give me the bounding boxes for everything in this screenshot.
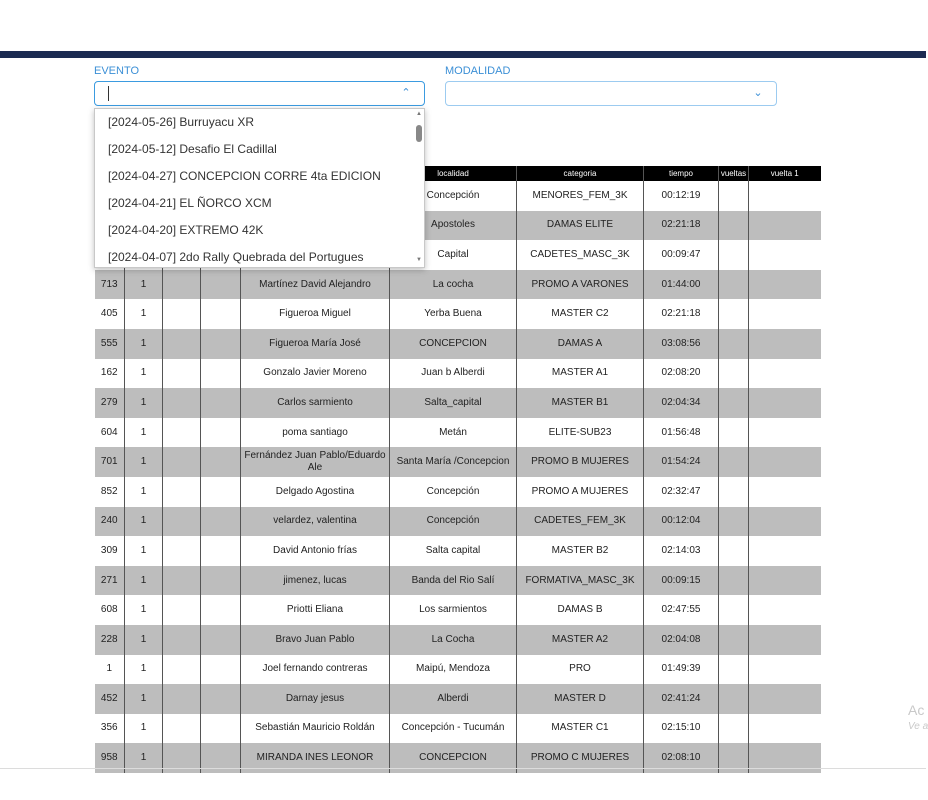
table-cell bbox=[749, 388, 821, 418]
table-cell bbox=[749, 625, 821, 655]
top-navbar bbox=[0, 51, 926, 58]
table-cell: 604 bbox=[95, 418, 125, 448]
modalidad-label: MODALIDAD bbox=[445, 65, 511, 77]
table-cell bbox=[201, 447, 241, 477]
table-cell: MASTER B2 bbox=[517, 536, 644, 566]
table-cell: Bravo Juan Pablo bbox=[241, 625, 390, 655]
table-cell bbox=[719, 240, 749, 270]
table-cell bbox=[749, 447, 821, 477]
table-row bbox=[95, 566, 821, 596]
table-cell: PROMO A MUJERES bbox=[517, 477, 644, 507]
column-header: localidad bbox=[390, 166, 517, 181]
table-cell: Yerba Buena bbox=[390, 299, 517, 329]
table-cell: David Antonio frías bbox=[241, 536, 390, 566]
table-cell bbox=[719, 447, 749, 477]
table-cell bbox=[201, 684, 241, 714]
table-cell: Capital bbox=[390, 240, 517, 270]
table-cell: MASTER C2 bbox=[517, 299, 644, 329]
table-cell: 1 bbox=[125, 566, 163, 596]
dropdown-option[interactable]: [2024-04-20] EXTREMO 42K bbox=[108, 223, 264, 237]
table-cell: 1 bbox=[125, 714, 163, 744]
table-cell: 1 bbox=[125, 270, 163, 300]
table-row bbox=[95, 684, 821, 714]
table-cell: 162 bbox=[95, 359, 125, 389]
table-cell: velardez, valentina bbox=[241, 507, 390, 537]
chevron-down-icon[interactable]: ⌄ bbox=[753, 87, 763, 99]
table-cell: Martínez David Alejandro bbox=[241, 270, 390, 300]
table-cell: 1 bbox=[125, 536, 163, 566]
table-cell bbox=[163, 595, 201, 625]
table-cell bbox=[719, 595, 749, 625]
table-cell: 00:12:04 bbox=[644, 507, 719, 537]
table-cell: Apostoles bbox=[390, 211, 517, 241]
table-row bbox=[95, 625, 821, 655]
table-cell bbox=[163, 566, 201, 596]
table-cell: 02:41:24 bbox=[644, 684, 719, 714]
table-row bbox=[95, 507, 821, 537]
table-cell: CADETES_MASC_3K bbox=[517, 240, 644, 270]
table-cell: 1 bbox=[125, 625, 163, 655]
table-cell: Maipú, Mendoza bbox=[390, 655, 517, 685]
table-cell bbox=[749, 655, 821, 685]
table-cell: 02:47:55 bbox=[644, 595, 719, 625]
table-cell: Santa María /Concepcion bbox=[390, 447, 517, 477]
table-cell: 309 bbox=[95, 536, 125, 566]
table-cell: 00:09:15 bbox=[644, 566, 719, 596]
table-row bbox=[95, 359, 821, 389]
table-cell: 1 bbox=[125, 388, 163, 418]
table-cell bbox=[719, 388, 749, 418]
watermark-line1: Ac bbox=[908, 702, 925, 718]
table-cell: 1 bbox=[125, 477, 163, 507]
table-cell: Concepción bbox=[390, 477, 517, 507]
table-cell bbox=[201, 299, 241, 329]
table-cell: Priotti Eliana bbox=[241, 595, 390, 625]
table-cell: ELITE-SUB23 bbox=[517, 418, 644, 448]
watermark-line2: Ve a bbox=[908, 721, 928, 732]
table-cell: MASTER B1 bbox=[517, 388, 644, 418]
table-cell bbox=[201, 536, 241, 566]
table-cell bbox=[749, 240, 821, 270]
table-cell bbox=[201, 625, 241, 655]
modalidad-select[interactable] bbox=[445, 81, 777, 106]
table-cell: Figueroa María José bbox=[241, 329, 390, 359]
table-cell: 1 bbox=[125, 329, 163, 359]
table-cell: 01:44:00 bbox=[644, 270, 719, 300]
table-cell bbox=[719, 655, 749, 685]
table-cell bbox=[163, 655, 201, 685]
table-cell: jimenez, lucas bbox=[241, 566, 390, 596]
table-cell bbox=[163, 477, 201, 507]
table-cell bbox=[163, 359, 201, 389]
table-cell bbox=[749, 299, 821, 329]
table-row bbox=[95, 714, 821, 744]
table-cell bbox=[163, 329, 201, 359]
table-cell bbox=[201, 329, 241, 359]
table-cell: Concepción bbox=[390, 181, 517, 211]
table-cell bbox=[163, 447, 201, 477]
evento-label: EVENTO bbox=[94, 65, 140, 77]
table-cell: FORMATIVA_MASC_3K bbox=[517, 566, 644, 596]
table-cell: 713 bbox=[95, 270, 125, 300]
table-cell: 02:21:18 bbox=[644, 211, 719, 241]
table-row bbox=[95, 329, 821, 359]
table-cell: MASTER D bbox=[517, 684, 644, 714]
table-cell: 1 bbox=[125, 447, 163, 477]
table-cell: 1 bbox=[125, 299, 163, 329]
table-cell: Concepción bbox=[390, 507, 517, 537]
table-cell bbox=[201, 477, 241, 507]
table-row bbox=[95, 536, 821, 566]
table-cell bbox=[749, 595, 821, 625]
table-cell: Metán bbox=[390, 418, 517, 448]
table-cell: Gonzalo Javier Moreno bbox=[241, 359, 390, 389]
table-cell: La Cocha bbox=[390, 625, 517, 655]
table-cell: 279 bbox=[95, 388, 125, 418]
table-cell bbox=[749, 536, 821, 566]
column-header: vueltas bbox=[719, 166, 749, 181]
table-cell: 356 bbox=[95, 714, 125, 744]
table-cell bbox=[163, 388, 201, 418]
table-cell: CONCEPCION bbox=[390, 329, 517, 359]
table-cell: 405 bbox=[95, 299, 125, 329]
table-cell: 02:14:03 bbox=[644, 536, 719, 566]
table-cell: 02:08:10 bbox=[644, 743, 719, 773]
table-cell: Delgado Agostina bbox=[241, 477, 390, 507]
column-header: vuelta 1 bbox=[749, 166, 821, 181]
table-cell: CADETES_FEM_3K bbox=[517, 507, 644, 537]
table-cell bbox=[749, 507, 821, 537]
table-row bbox=[95, 655, 821, 685]
table-cell: MENORES_FEM_3K bbox=[517, 181, 644, 211]
table-cell: 03:08:56 bbox=[644, 329, 719, 359]
table-cell bbox=[201, 418, 241, 448]
table-cell: PROMO C MUJERES bbox=[517, 743, 644, 773]
table-cell bbox=[163, 684, 201, 714]
table-cell: 271 bbox=[95, 566, 125, 596]
table-cell: 1 bbox=[125, 655, 163, 685]
table-cell: poma santiago bbox=[241, 418, 390, 448]
table-cell bbox=[719, 299, 749, 329]
table-cell: DAMAS A bbox=[517, 329, 644, 359]
table-cell: 1 bbox=[125, 595, 163, 625]
dropdown-option[interactable]: [2024-05-12] Desafio El Cadillal bbox=[108, 142, 277, 156]
table-row bbox=[95, 477, 821, 507]
scroll-down-arrow-icon[interactable]: ▼ bbox=[416, 257, 422, 263]
table-cell bbox=[163, 536, 201, 566]
table-cell: MIRANDA INES LEONOR bbox=[241, 743, 390, 773]
table-cell bbox=[719, 714, 749, 744]
table-cell: Juan b Alberdi bbox=[390, 359, 517, 389]
table-cell: PRO bbox=[517, 655, 644, 685]
evento-select[interactable] bbox=[94, 81, 425, 106]
table-cell: 1 bbox=[125, 418, 163, 448]
table-cell bbox=[749, 211, 821, 241]
dropdown-option[interactable]: [2024-05-26] Burruyacu XR bbox=[108, 115, 255, 129]
table-cell bbox=[201, 714, 241, 744]
table-cell: DAMAS ELITE bbox=[517, 211, 644, 241]
table-cell bbox=[719, 566, 749, 596]
table-cell: 1 bbox=[125, 684, 163, 714]
table-cell bbox=[719, 418, 749, 448]
table-cell: CONCEPCION bbox=[390, 743, 517, 773]
table-cell bbox=[719, 211, 749, 241]
dropdown-option[interactable]: [2024-04-21] EL ÑORCO XCM bbox=[108, 196, 272, 210]
table-cell: 1 bbox=[125, 743, 163, 773]
table-cell bbox=[749, 477, 821, 507]
column-header: tiempo bbox=[644, 166, 719, 181]
table-cell bbox=[749, 181, 821, 211]
dropdown-option[interactable]: [2024-04-07] 2do Rally Quebrada del Portugues bbox=[108, 250, 364, 264]
table-cell: Concepción - Tucumán bbox=[390, 714, 517, 744]
table-cell: Salta_capital bbox=[390, 388, 517, 418]
table-cell: 958 bbox=[95, 743, 125, 773]
table-row bbox=[95, 418, 821, 448]
table-cell bbox=[749, 714, 821, 744]
table-cell bbox=[163, 270, 201, 300]
table-cell bbox=[749, 329, 821, 359]
table-cell bbox=[201, 388, 241, 418]
table-cell: 02:32:47 bbox=[644, 477, 719, 507]
column-header: categoria bbox=[517, 166, 644, 181]
table-cell bbox=[719, 181, 749, 211]
table-cell bbox=[201, 359, 241, 389]
table-cell bbox=[163, 418, 201, 448]
table-cell bbox=[163, 507, 201, 537]
table-cell bbox=[719, 536, 749, 566]
table-row bbox=[95, 595, 821, 625]
table-cell: Alberdi bbox=[390, 684, 517, 714]
table-cell: MASTER C1 bbox=[517, 714, 644, 744]
table-cell: Los sarmientos bbox=[390, 595, 517, 625]
table-row bbox=[95, 447, 821, 477]
table-cell bbox=[719, 329, 749, 359]
table-cell: 01:49:39 bbox=[644, 655, 719, 685]
table-cell: 02:04:34 bbox=[644, 388, 719, 418]
table-cell: 452 bbox=[95, 684, 125, 714]
bottom-divider bbox=[0, 768, 926, 769]
table-cell bbox=[719, 684, 749, 714]
table-cell: Joel fernando contreras bbox=[241, 655, 390, 685]
table-cell bbox=[749, 270, 821, 300]
table-cell bbox=[749, 359, 821, 389]
table-cell bbox=[749, 684, 821, 714]
table-cell: 02:21:18 bbox=[644, 299, 719, 329]
table-cell: MASTER A2 bbox=[517, 625, 644, 655]
table-cell: MASTER A1 bbox=[517, 359, 644, 389]
table-cell bbox=[201, 270, 241, 300]
table-cell: 02:15:10 bbox=[644, 714, 719, 744]
table-cell: 701 bbox=[95, 447, 125, 477]
table-cell bbox=[719, 477, 749, 507]
table-cell: 852 bbox=[95, 477, 125, 507]
table-cell: PROMO B MUJERES bbox=[517, 447, 644, 477]
table-cell bbox=[163, 714, 201, 744]
table-cell bbox=[201, 655, 241, 685]
table-cell: PROMO A VARONES bbox=[517, 270, 644, 300]
table-cell: 00:09:47 bbox=[644, 240, 719, 270]
table-cell bbox=[749, 566, 821, 596]
text-cursor bbox=[108, 86, 109, 101]
table-cell: DAMAS B bbox=[517, 595, 644, 625]
table-cell: Fernández Juan Pablo/Eduardo Ale bbox=[241, 447, 390, 477]
table-cell: 01:56:48 bbox=[644, 418, 719, 448]
table-cell: 02:08:20 bbox=[644, 359, 719, 389]
table-cell bbox=[163, 299, 201, 329]
table-cell: 555 bbox=[95, 329, 125, 359]
table-cell bbox=[719, 625, 749, 655]
table-cell: 1 bbox=[125, 507, 163, 537]
table-cell: Salta capital bbox=[390, 536, 517, 566]
scroll-up-arrow-icon[interactable]: ▲ bbox=[416, 111, 422, 117]
table-cell: Sebastián Mauricio Roldán bbox=[241, 714, 390, 744]
table-row bbox=[95, 270, 821, 300]
scrollbar-thumb[interactable] bbox=[416, 125, 422, 142]
chevron-up-icon[interactable]: ⌃ bbox=[401, 87, 411, 99]
table-cell bbox=[201, 507, 241, 537]
table-cell bbox=[719, 270, 749, 300]
table-cell: 1 bbox=[95, 655, 125, 685]
table-cell: 00:12:19 bbox=[644, 181, 719, 211]
table-cell bbox=[719, 507, 749, 537]
table-cell: 240 bbox=[95, 507, 125, 537]
dropdown-option[interactable]: [2024-04-27] CONCEPCION CORRE 4ta EDICION bbox=[108, 169, 381, 183]
table-cell: 228 bbox=[95, 625, 125, 655]
table-cell: Figueroa Miguel bbox=[241, 299, 390, 329]
table-cell bbox=[201, 595, 241, 625]
table-row bbox=[95, 299, 821, 329]
table-cell bbox=[201, 566, 241, 596]
table-cell: La cocha bbox=[390, 270, 517, 300]
table-cell: 01:54:24 bbox=[644, 447, 719, 477]
table-cell: Banda del Rio Salí bbox=[390, 566, 517, 596]
table-cell: Darnay jesus bbox=[241, 684, 390, 714]
table-cell: 1 bbox=[125, 359, 163, 389]
table-row bbox=[95, 388, 821, 418]
table-cell bbox=[719, 359, 749, 389]
table-cell bbox=[749, 418, 821, 448]
table-cell: 608 bbox=[95, 595, 125, 625]
table-cell: Carlos sarmiento bbox=[241, 388, 390, 418]
evento-dropdown-list[interactable] bbox=[94, 108, 425, 268]
table-cell: 02:04:08 bbox=[644, 625, 719, 655]
table-cell bbox=[163, 625, 201, 655]
